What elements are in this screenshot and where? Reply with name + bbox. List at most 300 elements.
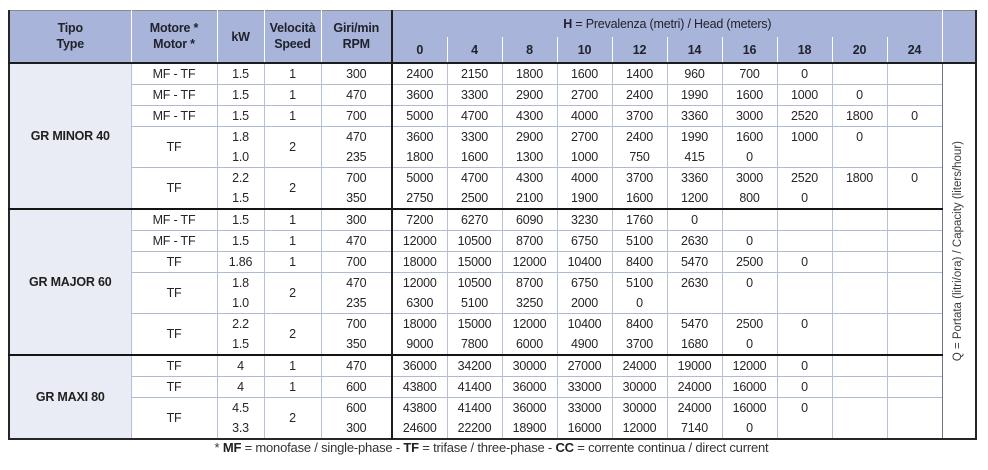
capacity-cell-h4: 15000: [447, 314, 502, 335]
capacity-cell-h16: 0: [722, 334, 777, 355]
capacity-cell-h8: 8700: [502, 231, 557, 252]
kw-cell: 1.0: [217, 293, 264, 314]
capacity-cell-h16: 2500: [722, 314, 777, 335]
capacity-cell-h12: 750: [612, 147, 667, 168]
col-header-h-24: 24: [887, 37, 942, 63]
speed-cell: 2: [264, 314, 321, 356]
kw-cell: 4: [217, 355, 264, 377]
capacity-cell-h14: 1990: [667, 85, 722, 106]
capacity-cell-h8: 8700: [502, 273, 557, 294]
capacity-cell-h8: 4300: [502, 106, 557, 127]
col-header-motore: [131, 11, 217, 64]
capacity-cell-h16: 0: [722, 147, 777, 168]
speed-cell: 1: [264, 85, 321, 106]
capacity-cell-h14: 0: [667, 209, 722, 231]
capacity-cell-h4: 15000: [447, 252, 502, 273]
capacity-cell-h0: 12000: [392, 231, 447, 252]
capacity-cell-h18: [777, 293, 832, 314]
capacity-cell-h10: 4900: [557, 334, 612, 355]
capacity-cell-h8: 12000: [502, 252, 557, 273]
kw-cell: 4: [217, 377, 264, 398]
capacity-cell-h12: 0: [612, 293, 667, 314]
table-row: [9, 273, 976, 294]
capacity-cell-h18: 1000: [777, 85, 832, 106]
footnote-text: = monofase / single-phase -: [241, 440, 404, 455]
capacity-cell-h16: 3000: [722, 106, 777, 127]
footnote-text: = corrente continua / direct current: [573, 440, 769, 455]
capacity-cell-h8: 36000: [502, 398, 557, 419]
capacity-cell-h12: 2400: [612, 85, 667, 106]
capacity-cell-h8: 36000: [502, 377, 557, 398]
capacity-cell-h4: 10500: [447, 231, 502, 252]
capacity-cell-h20: 0: [832, 127, 887, 148]
capacity-cell-h18: 0: [777, 252, 832, 273]
capacity-cell-h10: 1900: [557, 188, 612, 209]
capacity-cell-h20: 0: [832, 85, 887, 106]
capacity-cell-h18: 0: [777, 63, 832, 85]
capacity-cell-h12: 30000: [612, 377, 667, 398]
capacity-cell-h24: [887, 231, 942, 252]
capacity-cell-h16: 16000: [722, 398, 777, 419]
head-group-title: [392, 11, 942, 38]
kw-cell: 1.8: [217, 127, 264, 148]
capacity-cell-h12: 2400: [612, 127, 667, 148]
table-row: [9, 63, 976, 85]
table-row: [9, 252, 976, 273]
capacity-cell-h14: 1990: [667, 127, 722, 148]
capacity-cell-h10: 2000: [557, 293, 612, 314]
capacity-cell-h18: 1000: [777, 127, 832, 148]
capacity-cell-h0: 1800: [392, 147, 447, 168]
col-header-h-18: 18: [777, 37, 832, 63]
table-wrap: [8, 10, 977, 440]
footnote-term: MF: [222, 440, 242, 455]
capacity-cell-h0: 6300: [392, 293, 447, 314]
capacity-cell-h0: 3600: [392, 127, 447, 148]
capacity-cell-h18: [777, 231, 832, 252]
motor-cell: TF: [131, 398, 217, 440]
kw-cell: 2.2: [217, 168, 264, 189]
capacity-cell-h20: 1800: [832, 106, 887, 127]
capacity-cell-h10: 33000: [557, 398, 612, 419]
table-row: [9, 398, 976, 419]
table-row: [9, 377, 976, 398]
speed-cell: 1: [264, 63, 321, 85]
header-row-top: [9, 11, 976, 38]
capacity-cell-h4: 2500: [447, 188, 502, 209]
capacity-cell-h14: 7140: [667, 418, 722, 439]
capacity-cell-h20: [832, 273, 887, 294]
kw-cell: 4.5: [217, 398, 264, 419]
capacity-cell-h8: 2900: [502, 85, 557, 106]
capacity-cell-h20: [832, 398, 887, 419]
capacity-cell-h12: 8400: [612, 252, 667, 273]
capacity-cell-h10: 2700: [557, 85, 612, 106]
capacity-cell-h10: 1000: [557, 147, 612, 168]
capacity-cell-h24: [887, 63, 942, 85]
capacity-cell-h12: 3700: [612, 334, 667, 355]
kw-cell: 1.0: [217, 147, 264, 168]
capacity-cell-h20: [832, 293, 887, 314]
capacity-cell-h18: 0: [777, 398, 832, 419]
col-header-kw: kW: [217, 11, 264, 64]
capacity-cell-h0: 9000: [392, 334, 447, 355]
capacity-cell-h4: 4700: [447, 168, 502, 189]
capacity-cell-h0: 7200: [392, 209, 447, 231]
capacity-cell-h18: [777, 334, 832, 355]
capacity-cell-h10: 10400: [557, 252, 612, 273]
capacity-cell-h10: 27000: [557, 355, 612, 377]
capacity-cell-h14: 24000: [667, 398, 722, 419]
capacity-cell-h16: 1600: [722, 127, 777, 148]
capacity-cell-h18: [777, 147, 832, 168]
footnote-text: = trifase / three-phase -: [418, 440, 556, 455]
capacity-cell-h20: [832, 314, 887, 335]
col-header-speed-line2: Speed: [274, 36, 311, 51]
col-header-h-16: 16: [722, 37, 777, 63]
capacity-cell-h0: 2750: [392, 188, 447, 209]
capacity-cell-h18: 0: [777, 355, 832, 377]
capacity-cell-h12: 3700: [612, 168, 667, 189]
capacity-cell-h24: [887, 418, 942, 439]
capacity-cell-h0: 24600: [392, 418, 447, 439]
capacity-cell-h24: [887, 209, 942, 231]
capacity-cell-h20: 1800: [832, 168, 887, 189]
capacity-cell-h14: 415: [667, 147, 722, 168]
motor-cell: TF: [131, 252, 217, 273]
capacity-cell-h4: 22200: [447, 418, 502, 439]
rpm-cell: 235: [321, 147, 392, 168]
motor-cell: MF - TF: [131, 106, 217, 127]
motor-cell: MF - TF: [131, 63, 217, 85]
capacity-cell-h10: 10400: [557, 314, 612, 335]
capacity-cell-h24: [887, 127, 942, 148]
capacity-cell-h8: 2900: [502, 127, 557, 148]
capacity-cell-h16: 12000: [722, 355, 777, 377]
footnote-term: CC: [555, 440, 574, 455]
capacity-cell-h20: [832, 209, 887, 231]
capacity-cell-h0: 18000: [392, 314, 447, 335]
kw-cell: 1.5: [217, 209, 264, 231]
capacity-cell-h24: [887, 85, 942, 106]
capacity-cell-h18: 0: [777, 377, 832, 398]
capacity-cell-h0: 43800: [392, 398, 447, 419]
capacity-cell-h24: [887, 355, 942, 377]
capacity-cell-h14: 1200: [667, 188, 722, 209]
rpm-cell: 700: [321, 314, 392, 335]
capacity-cell-h16: 3000: [722, 168, 777, 189]
motor-cell: TF: [131, 355, 217, 377]
capacity-cell-h12: 24000: [612, 355, 667, 377]
capacity-cell-h8: 4300: [502, 168, 557, 189]
capacity-cell-h10: 4000: [557, 106, 612, 127]
capacity-cell-h10: 3230: [557, 209, 612, 231]
capacity-cell-h16: 800: [722, 188, 777, 209]
col-header-speed: [264, 11, 321, 64]
rpm-cell: 470: [321, 355, 392, 377]
motor-cell: MF - TF: [131, 85, 217, 106]
motor-cell: TF: [131, 127, 217, 168]
capacity-cell-h18: 0: [777, 188, 832, 209]
capacity-cell-h24: 0: [887, 168, 942, 189]
capacity-cell-h4: 41400: [447, 398, 502, 419]
table-header: [9, 11, 976, 64]
table-row: [9, 168, 976, 189]
capacity-cell-h8: 12000: [502, 314, 557, 335]
capacity-cell-h10: 6750: [557, 273, 612, 294]
kw-cell: 1.5: [217, 106, 264, 127]
capacity-cell-h4: 10500: [447, 273, 502, 294]
col-header-h-14: 14: [667, 37, 722, 63]
capacity-cell-h8: 6090: [502, 209, 557, 231]
table-body: [9, 63, 976, 439]
col-header-h-10: 10: [557, 37, 612, 63]
capacity-cell-h24: [887, 334, 942, 355]
col-header-rpm: [321, 11, 392, 64]
capacity-cell-h16: 700: [722, 63, 777, 85]
rpm-cell: 350: [321, 334, 392, 355]
rpm-cell: 470: [321, 85, 392, 106]
speed-cell: 1: [264, 252, 321, 273]
col-header-h-20: 20: [832, 37, 887, 63]
kw-cell: 1.5: [217, 85, 264, 106]
speed-cell: 1: [264, 231, 321, 252]
capacity-cell-h4: 7800: [447, 334, 502, 355]
q-axis-cell: [942, 63, 976, 439]
motor-cell: TF: [131, 168, 217, 210]
speed-cell: 1: [264, 106, 321, 127]
capacity-cell-h18: 2520: [777, 168, 832, 189]
capacity-cell-h16: 0: [722, 418, 777, 439]
footnote-term: TF: [403, 440, 419, 455]
col-header-tipo: [9, 11, 131, 64]
col-header-speed-line1: Velocità: [269, 20, 316, 35]
capacity-cell-h24: 0: [887, 106, 942, 127]
capacity-cell-h24: [887, 252, 942, 273]
capacity-cell-h18: 2520: [777, 106, 832, 127]
capacity-cell-h4: 3300: [447, 85, 502, 106]
motor-cell: MF - TF: [131, 209, 217, 231]
capacity-cell-h4: 3300: [447, 127, 502, 148]
kw-cell: 1.5: [217, 63, 264, 85]
capacity-cell-h0: 5000: [392, 106, 447, 127]
capacity-cell-h0: 5000: [392, 168, 447, 189]
pump-capacity-table: [8, 10, 977, 440]
capacity-cell-h4: 6270: [447, 209, 502, 231]
capacity-cell-h12: 12000: [612, 418, 667, 439]
col-header-h-4: 4: [447, 37, 502, 63]
capacity-cell-h12: 5100: [612, 231, 667, 252]
capacity-cell-h14: 3360: [667, 106, 722, 127]
capacity-cell-h20: [832, 355, 887, 377]
rpm-cell: 300: [321, 418, 392, 439]
capacity-cell-h20: [832, 418, 887, 439]
type-label: GR MINOR 40: [9, 63, 131, 209]
col-header-h-0: 0: [392, 37, 447, 63]
capacity-cell-h20: [832, 63, 887, 85]
capacity-cell-h24: [887, 147, 942, 168]
capacity-cell-h12: 30000: [612, 398, 667, 419]
kw-cell: 1.5: [217, 188, 264, 209]
capacity-cell-h16: 16000: [722, 377, 777, 398]
capacity-cell-h16: [722, 293, 777, 314]
rpm-cell: 470: [321, 273, 392, 294]
capacity-cell-h14: 24000: [667, 377, 722, 398]
capacity-cell-h24: [887, 377, 942, 398]
col-header-rpm-line1: Giri/min: [333, 20, 380, 35]
capacity-cell-h0: 36000: [392, 355, 447, 377]
kw-cell: 1.5: [217, 334, 264, 355]
capacity-cell-h14: 2630: [667, 273, 722, 294]
table-row: [9, 209, 976, 231]
rpm-cell: 700: [321, 252, 392, 273]
capacity-cell-h14: 5470: [667, 314, 722, 335]
capacity-cell-h18: 0: [777, 314, 832, 335]
speed-cell: 2: [264, 168, 321, 210]
kw-cell: 1.5: [217, 231, 264, 252]
capacity-cell-h14: 2630: [667, 231, 722, 252]
table-row: [9, 314, 976, 335]
capacity-cell-h8: 3250: [502, 293, 557, 314]
type-label: GR MAXI 80: [9, 355, 131, 439]
capacity-cell-h8: 30000: [502, 355, 557, 377]
capacity-cell-h10: 16000: [557, 418, 612, 439]
capacity-cell-h10: 2700: [557, 127, 612, 148]
capacity-cell-h14: 5470: [667, 252, 722, 273]
footnote-text: *: [214, 440, 223, 455]
rpm-cell: 600: [321, 398, 392, 419]
capacity-cell-h4: 5100: [447, 293, 502, 314]
rpm-cell: 300: [321, 209, 392, 231]
capacity-cell-h14: 3360: [667, 168, 722, 189]
rpm-cell: 700: [321, 168, 392, 189]
rpm-cell: 470: [321, 127, 392, 148]
rpm-cell: 300: [321, 63, 392, 85]
capacity-cell-h16: [722, 209, 777, 231]
capacity-cell-h4: 1600: [447, 147, 502, 168]
capacity-cell-h8: 6000: [502, 334, 557, 355]
table-row: [9, 85, 976, 106]
speed-cell: 1: [264, 355, 321, 377]
capacity-cell-h18: [777, 209, 832, 231]
col-header-h-12: 12: [612, 37, 667, 63]
capacity-cell-h20: [832, 334, 887, 355]
type-label: GR MAJOR 60: [9, 209, 131, 355]
capacity-cell-h14: 1680: [667, 334, 722, 355]
speed-cell: 1: [264, 209, 321, 231]
capacity-cell-h4: 34200: [447, 355, 502, 377]
kw-cell: 3.3: [217, 418, 264, 439]
table-row: [9, 231, 976, 252]
capacity-cell-h12: 8400: [612, 314, 667, 335]
capacity-cell-h16: 2500: [722, 252, 777, 273]
rpm-cell: 470: [321, 231, 392, 252]
col-header-motore-line1: Motore *: [149, 20, 199, 35]
capacity-cell-h8: 1300: [502, 147, 557, 168]
capacity-cell-h0: 18000: [392, 252, 447, 273]
head-title-text: = Prevalenza (metri) / Head (meters): [572, 17, 772, 31]
capacity-cell-h18: [777, 273, 832, 294]
table-row: [9, 106, 976, 127]
capacity-cell-h8: 18900: [502, 418, 557, 439]
capacity-cell-h0: 2400: [392, 63, 447, 85]
capacity-cell-h24: [887, 398, 942, 419]
capacity-cell-h14: [667, 293, 722, 314]
kw-cell: 2.2: [217, 314, 264, 335]
capacity-cell-h12: 1600: [612, 188, 667, 209]
capacity-cell-h0: 3600: [392, 85, 447, 106]
capacity-cell-h14: 960: [667, 63, 722, 85]
capacity-cell-h18: [777, 418, 832, 439]
rpm-cell: 235: [321, 293, 392, 314]
capacity-cell-h10: 4000: [557, 168, 612, 189]
q-axis-label: Q = Portata (litri/ora) / Capacity (liters/hour): [952, 140, 965, 362]
motor-cell: MF - TF: [131, 231, 217, 252]
rpm-cell: 700: [321, 106, 392, 127]
capacity-cell-h12: 3700: [612, 106, 667, 127]
speed-cell: 2: [264, 127, 321, 168]
capacity-cell-h10: 33000: [557, 377, 612, 398]
capacity-cell-h20: [832, 188, 887, 209]
capacity-cell-h14: 19000: [667, 355, 722, 377]
speed-cell: 1: [264, 377, 321, 398]
head-title-symbol: H: [563, 17, 573, 31]
capacity-cell-h4: 2150: [447, 63, 502, 85]
motor-cell: TF: [131, 273, 217, 314]
rpm-cell: 350: [321, 188, 392, 209]
capacity-cell-h4: 4700: [447, 106, 502, 127]
capacity-cell-h0: 43800: [392, 377, 447, 398]
capacity-cell-h12: 1400: [612, 63, 667, 85]
table-row: [9, 127, 976, 148]
motor-cell: TF: [131, 377, 217, 398]
motor-cell: TF: [131, 314, 217, 356]
capacity-cell-h16: 0: [722, 231, 777, 252]
capacity-cell-h10: 1600: [557, 63, 612, 85]
col-header-motore-line2: Motor *: [153, 36, 195, 51]
capacity-cell-h24: [887, 314, 942, 335]
col-header-h-8: 8: [502, 37, 557, 63]
capacity-cell-h20: [832, 231, 887, 252]
capacity-cell-h8: 2100: [502, 188, 557, 209]
capacity-cell-h24: [887, 273, 942, 294]
table-row: [9, 355, 976, 377]
col-header-tipo-line1: Tipo: [57, 20, 83, 35]
capacity-cell-h8: 1800: [502, 63, 557, 85]
kw-cell: 1.8: [217, 273, 264, 294]
capacity-cell-h12: 1760: [612, 209, 667, 231]
capacity-cell-h24: [887, 188, 942, 209]
rpm-cell: 600: [321, 377, 392, 398]
speed-cell: 2: [264, 273, 321, 314]
capacity-cell-h16: 1600: [722, 85, 777, 106]
speed-cell: 2: [264, 398, 321, 440]
footnote: [8, 440, 975, 455]
col-header-tipo-line2: Type: [56, 36, 84, 51]
col-header-q-spacer: [942, 11, 976, 64]
kw-cell: 1.86: [217, 252, 264, 273]
capacity-cell-h0: 12000: [392, 273, 447, 294]
col-header-rpm-line2: RPM: [342, 36, 370, 51]
capacity-cell-h20: [832, 252, 887, 273]
capacity-cell-h20: [832, 147, 887, 168]
capacity-cell-h16: 0: [722, 273, 777, 294]
capacity-cell-h12: 5100: [612, 273, 667, 294]
capacity-cell-h20: [832, 377, 887, 398]
capacity-cell-h4: 41400: [447, 377, 502, 398]
capacity-cell-h10: 6750: [557, 231, 612, 252]
capacity-cell-h24: [887, 293, 942, 314]
